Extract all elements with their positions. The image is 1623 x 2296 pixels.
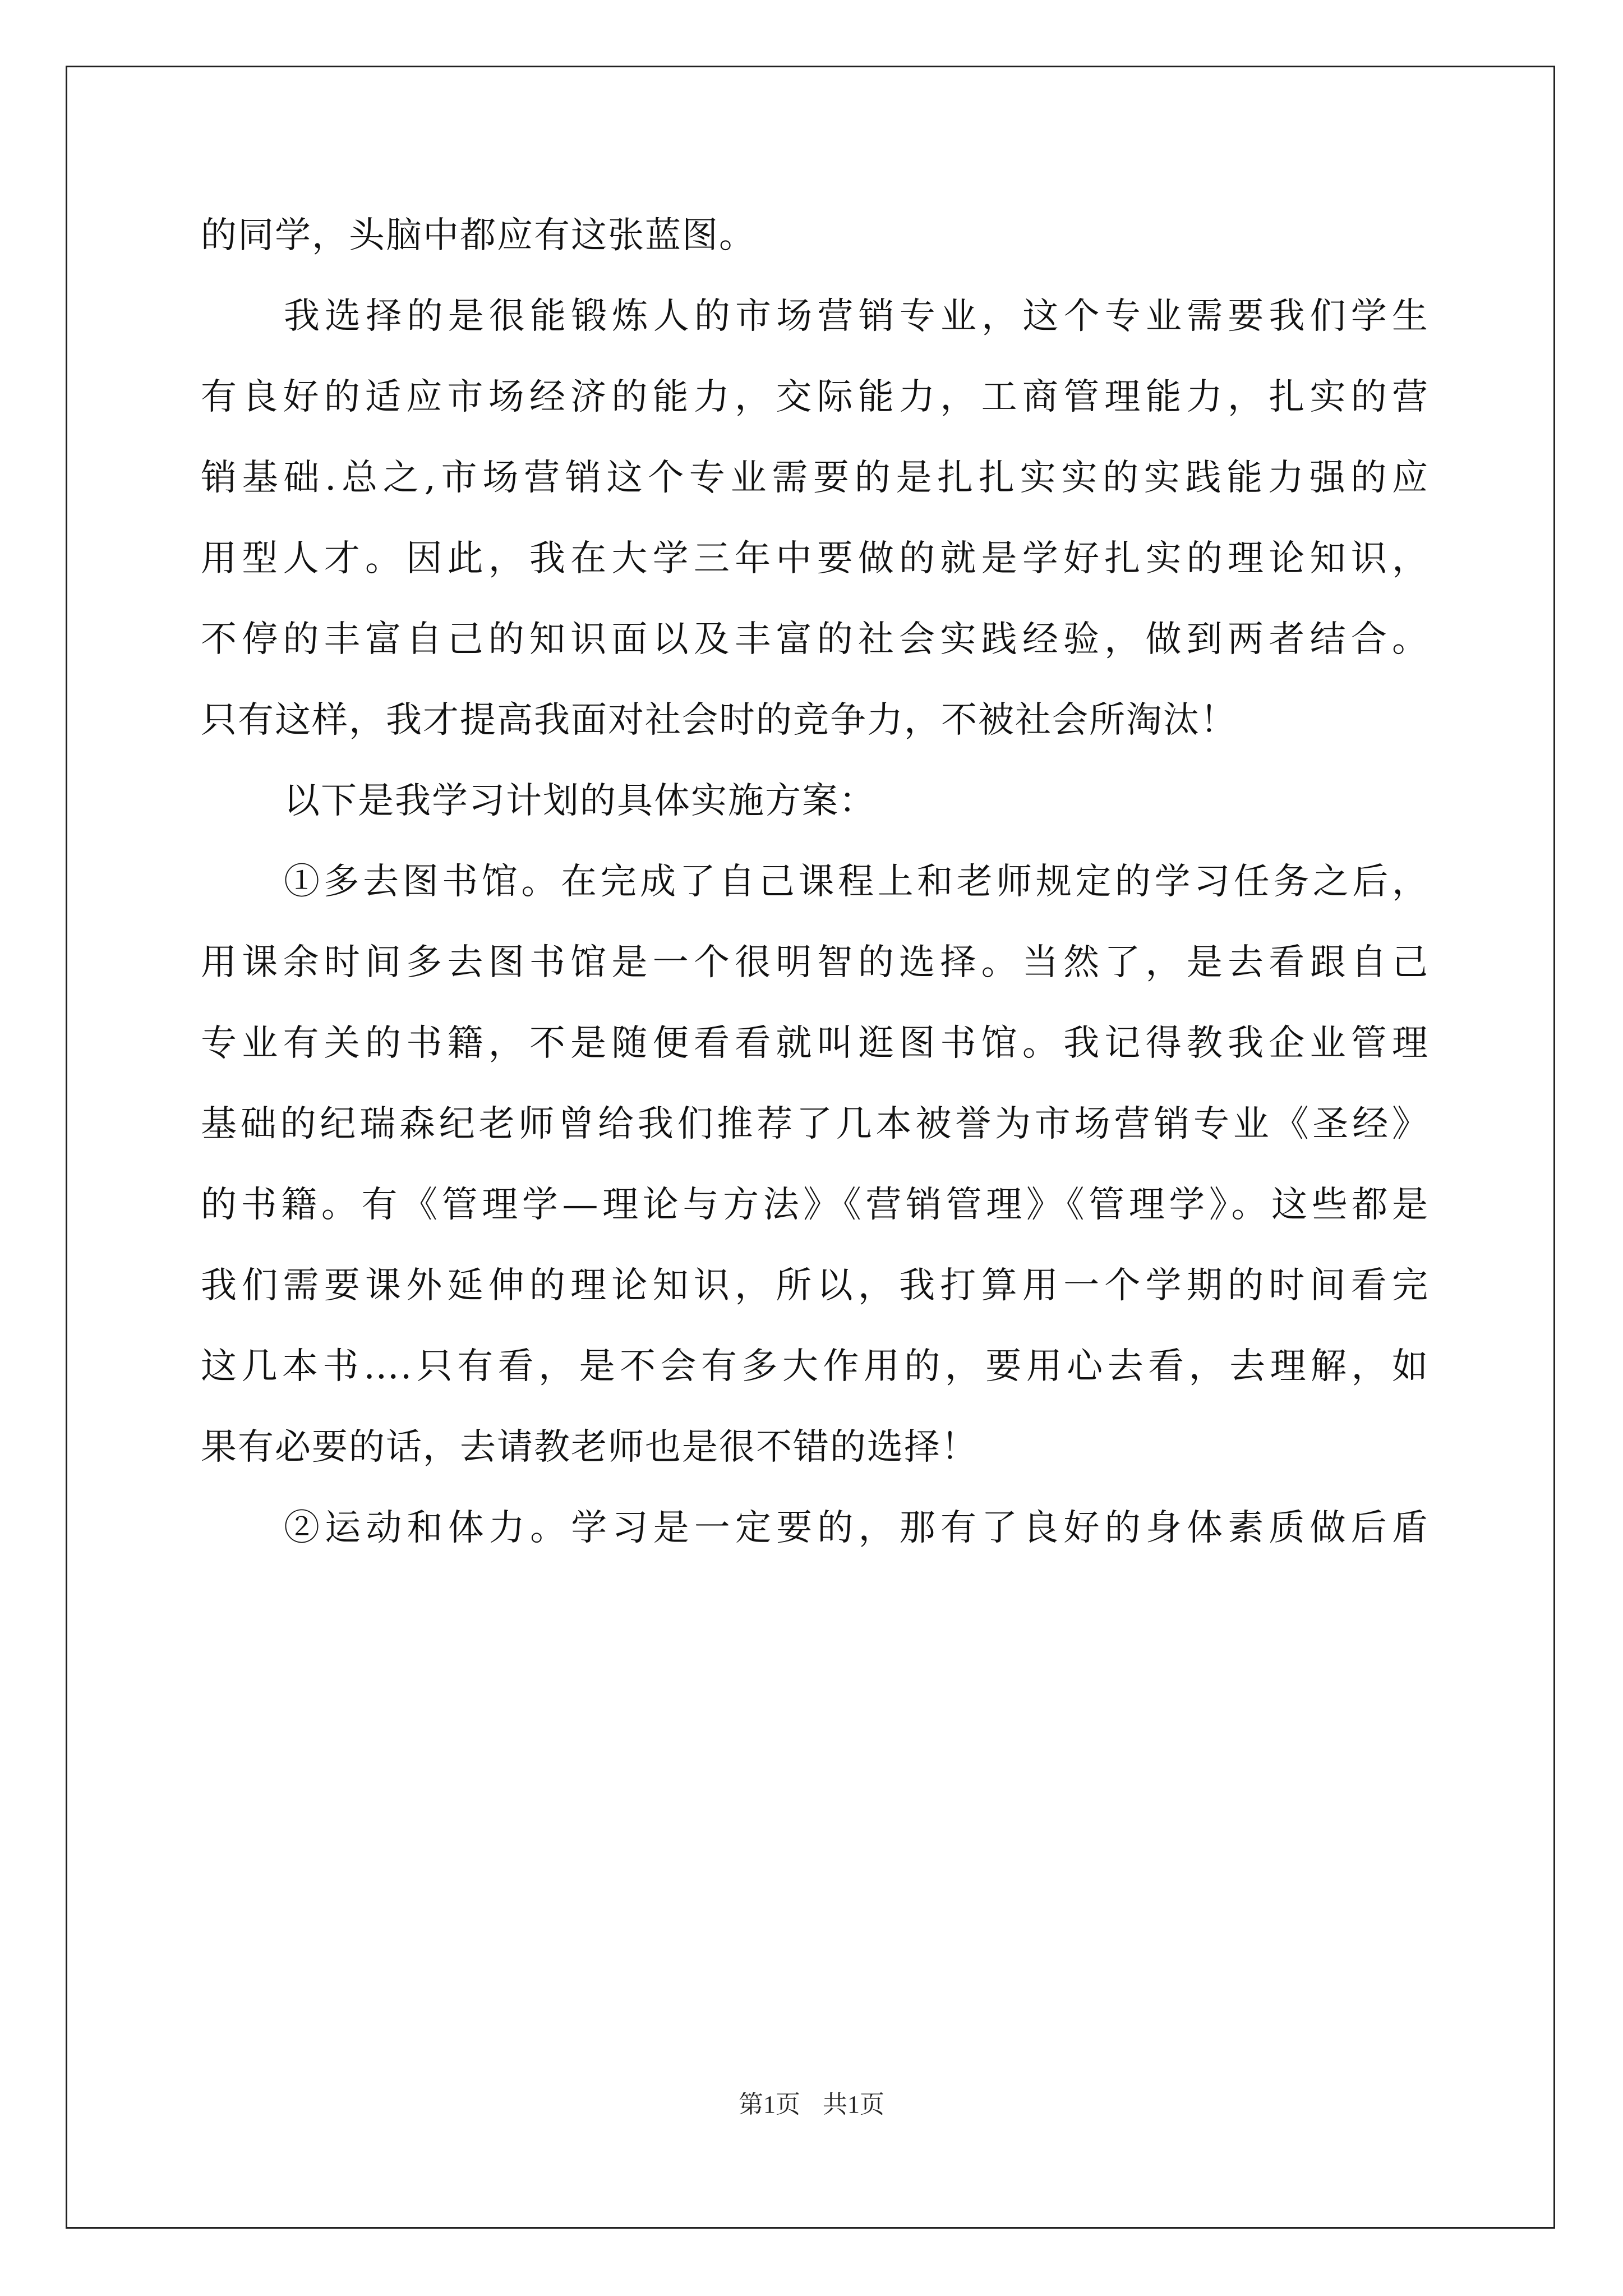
text-line-4: 销基础.总之,市场营销这个专业需要的是扎扎实实的实践能力强的应 bbox=[201, 457, 1429, 499]
text-line-8: 以下是我学习计划的具体实施方案： bbox=[284, 780, 876, 822]
text-line-14: 我们需要课外延伸的理论知识，所以，我打算用一个学期的时间看完 bbox=[201, 1265, 1429, 1306]
text-line-6: 不停的丰富自己的知识面以及丰富的社会实践经验，做到两者结合。 bbox=[201, 619, 1429, 660]
text-line-2: 我选择的是很能锻炼人的市场营销专业，这个专业需要我们学生 bbox=[284, 296, 1429, 337]
text-line-10: 用课余时间多去图书馆是一个很明智的选择。当然了，是去看跟自己 bbox=[201, 942, 1429, 983]
text-line-13: 的书籍。有《管理学—理论与方法》《营销管理》《管理学》。这些都是 bbox=[201, 1184, 1429, 1226]
text-line-15: 这几本书….只有看，是不会有多大作用的，要用心去看，去理解，如 bbox=[201, 1346, 1429, 1387]
text-line-7: 只有这样，我才提高我面对社会时的竞争力，不被社会所淘汰！ bbox=[201, 700, 1237, 741]
page-number: 第1页 bbox=[739, 2091, 800, 2118]
text-line-1: 的同学，头脑中都应有这张蓝图。 bbox=[201, 215, 756, 256]
document-body bbox=[201, 195, 1429, 1568]
page-footer bbox=[0, 2088, 1623, 2122]
text-line-12: 基础的纪瑞森纪老师曾给我们推荐了几本被誉为市场营销专业《圣经》 bbox=[201, 1103, 1429, 1145]
text-line-5: 用型人才。因此，我在大学三年中要做的就是学好扎实的理论知识， bbox=[201, 538, 1429, 579]
text-line-9: ①多去图书馆。在完成了自己课程上和老师规定的学习任务之后， bbox=[284, 861, 1429, 903]
text-line-11: 专业有关的书籍，不是随便看看就叫逛图书馆。我记得教我企业管理 bbox=[201, 1023, 1429, 1064]
text-line-3: 有良好的适应市场经济的能力，交际能力，工商管理能力，扎实的营 bbox=[201, 376, 1429, 418]
text-line-16: 果有必要的话，去请教老师也是很不错的选择！ bbox=[201, 1427, 978, 1468]
text-line-17: ②运动和体力。学习是一定要的，那有了良好的身体素质做后盾 bbox=[284, 1507, 1429, 1549]
page-total: 共1页 bbox=[823, 2091, 884, 2118]
